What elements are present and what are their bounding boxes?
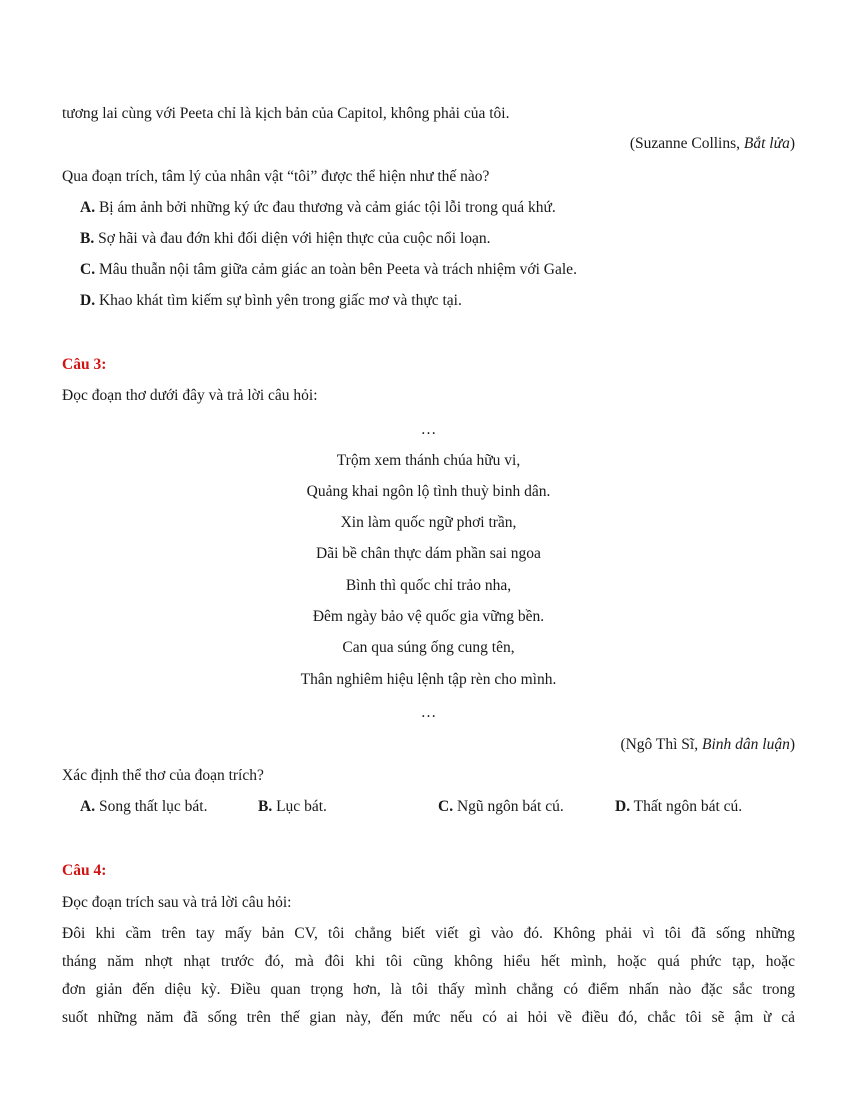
- q3-poem-line-8: Thân nghiêm hiệu lệnh tập rèn cho mình.: [300, 671, 557, 688]
- q2-source: [630, 134, 795, 154]
- q2-option-d-letter: D.: [80, 292, 96, 309]
- q3-source-close: ): [789, 736, 795, 753]
- q2-option-a-letter: A.: [80, 199, 96, 216]
- q2-option-b-text: Sợ hãi và đau đớn khi đối diện với hiện thực của cuộc nổi loạn.: [94, 230, 491, 247]
- q2-option-d[interactable]: [80, 291, 462, 311]
- q3-heading: Câu 3:: [62, 356, 107, 373]
- q3-poem-line-6: Đêm ngày bảo vệ quốc gia vững bền.: [312, 608, 545, 625]
- q3-poem-line-2: Quảng khai ngôn lộ tình thuỳ binh dân.: [306, 483, 551, 500]
- q2-source-title: Bắt lửa: [743, 135, 790, 152]
- q4-heading: Câu 4:: [62, 862, 107, 879]
- q3-option-c[interactable]: [438, 797, 564, 817]
- q3-poem-line-7: Can qua súng ống cung tên,: [342, 639, 515, 656]
- q3-option-b-letter: B.: [258, 798, 273, 815]
- q2-source-author: (Suzanne Collins,: [629, 135, 744, 152]
- q2-option-b[interactable]: [80, 229, 491, 249]
- q2-option-a[interactable]: [80, 198, 556, 218]
- q4-prompt: Đọc đoạn trích sau và trả lời câu hỏi:: [62, 894, 292, 911]
- q3-option-c-text: Ngũ ngôn bát cú.: [453, 798, 564, 815]
- q3-option-d-text: Thất ngôn bát cú.: [630, 798, 743, 815]
- q2-option-d-text: Khao khát tìm kiếm sự bình yên trong giấc mơ và thực tại.: [95, 292, 462, 309]
- intro-line: tương lai cùng với Peeta chỉ là kịch bản của Capitol, không phải của tôi.: [62, 105, 510, 122]
- q2-option-a-text: Bị ám ảnh bởi những ký ức đau thương và cảm giác tội lỗi trong quá khứ.: [95, 199, 556, 216]
- q3-poem-line-5: Bình thì quốc chỉ trảo nha,: [345, 577, 512, 594]
- q3-poem-line-3: Xin làm quốc ngữ phơi trần,: [340, 514, 517, 531]
- q3-prompt: Đọc đoạn thơ dưới đây và trả lời câu hỏi:: [62, 387, 318, 404]
- q3-source: [620, 735, 795, 755]
- q2-option-c-text: Mâu thuẫn nội tâm giữa cảm giác an toàn bên Peeta và trách nhiệm với Gale.: [95, 261, 577, 278]
- q2-option-b-letter: B.: [80, 230, 95, 247]
- q3-option-c-letter: C.: [438, 798, 454, 815]
- q3-option-a-text: Song thất lục bát.: [95, 798, 208, 815]
- q3-source-author: (Ngô Thì Sĩ,: [620, 736, 702, 753]
- q3-option-b-text: Lục bát.: [272, 798, 327, 815]
- q3-option-d-letter: D.: [615, 798, 631, 815]
- q3-option-b[interactable]: [258, 797, 327, 817]
- q2-question: Qua đoạn trích, tâm lý của nhân vật “tôi” được thể hiện như thế nào?: [62, 168, 490, 185]
- q3-source-title: Binh dân luận: [701, 736, 790, 753]
- q2-option-c[interactable]: [80, 260, 577, 280]
- q4-paragraph-line-2: tháng năm nhợt nhạt trước đó, mà đôi khi tôi cũng không hiểu hết mình, hoặc quá phức tạp, hoặc: [62, 953, 795, 970]
- q3-option-a[interactable]: [80, 797, 207, 817]
- q2-source-close: ): [789, 135, 795, 152]
- q3-poem-line-1: Trộm xem thánh chúa hữu vi,: [336, 452, 521, 469]
- q3-poem-line-4: Dãi bề chân thực dám phần sai ngoa: [316, 545, 541, 562]
- q4-paragraph-line-3: đơn giản đến diệu kỳ. Điều quan trọng hơn, là tôi thấy mình chẳng có điểm nhấn nào đặc sắc trong: [62, 981, 795, 998]
- q3-ellipsis-bottom: …: [420, 704, 437, 721]
- q4-paragraph-line-4: suốt những năm đã sống trên thế gian này, đến mức nếu có ai hỏi về điều đó, chắc tôi sẽ ậm ừ cả: [62, 1009, 795, 1026]
- q3-option-a-letter: A.: [80, 798, 96, 815]
- q4-paragraph-line-1: Đôi khi cầm trên tay mấy bản CV, tôi chẳng biết viết gì vào đó. Không phải vì tôi đã sống những: [62, 925, 795, 942]
- q3-ellipsis-top: …: [420, 421, 437, 438]
- q3-question: Xác định thể thơ của đoạn trích?: [62, 767, 264, 784]
- q3-option-d[interactable]: [615, 797, 742, 817]
- q2-option-c-letter: C.: [80, 261, 96, 278]
